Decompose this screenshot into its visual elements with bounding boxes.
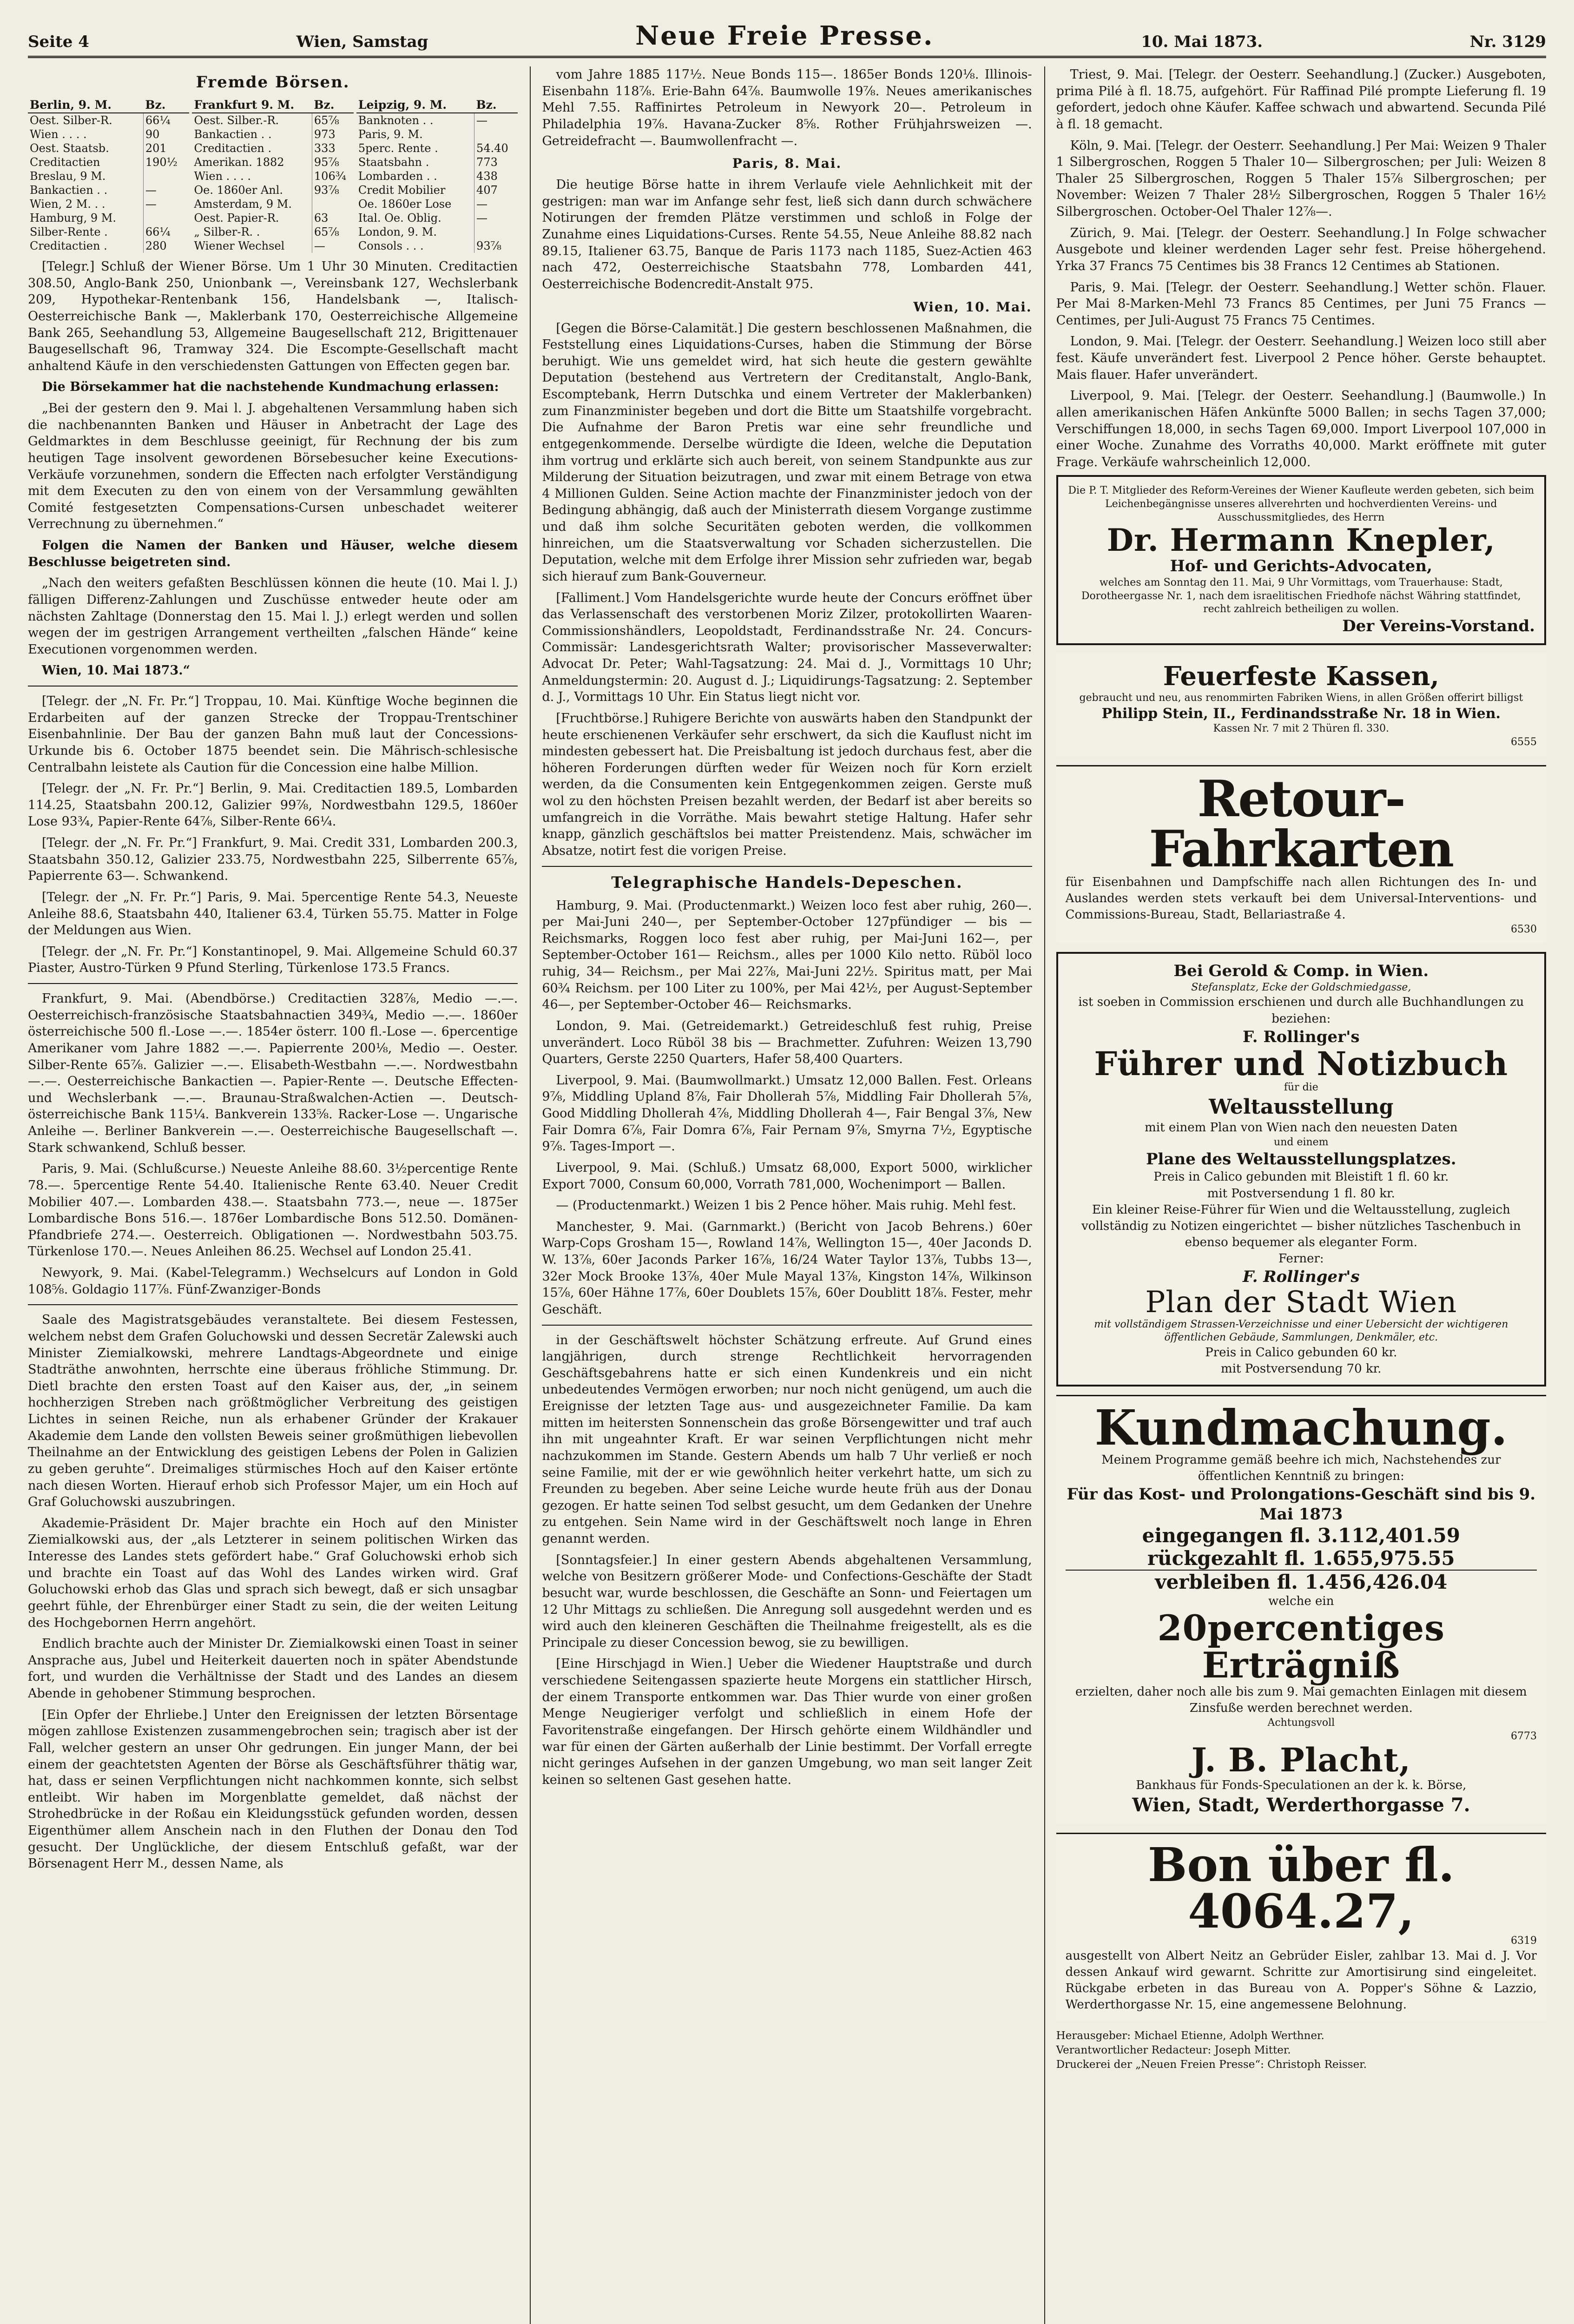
ad-code: 6319 <box>1510 1934 1537 1947</box>
ad-plan-desc: mit vollständigem Strassen-Verzeichnisse und einer Uebersicht der wichtigeren öffentlichen Gebäude, Sammlungen, Denkmäler, etc. <box>1094 1318 1508 1344</box>
ad-firm: Philipp Stein, II., Ferdinandsstraße Nr. 18 in Wien. <box>1101 705 1501 722</box>
ad-plan-title: Plan der Stadt Wien <box>1145 1285 1457 1320</box>
quote-cell: Wien . . . . <box>28 127 143 141</box>
quote-cell: Wiener Wechsel <box>192 239 312 253</box>
ad-addr: Stefansplatz, Ecke der Goldschmiedgasse, <box>1191 981 1411 993</box>
quote-cell: Ital. Oe. Oblig. <box>356 211 474 225</box>
masthead <box>28 19 1546 58</box>
ad-firm: Bei Gerold & Comp. in Wien. <box>1173 962 1429 981</box>
article-paragraph: [Telegr. der „N. Fr. Pr.“] Frankfurt, 9. Mai. Credit 331, Lombarden 200.3, Staatsbahn 350.12, Galizier 233.75, Nordwestbahn 225, Silberrente 65⅞, Papierrente 63—. Schwankend. <box>28 836 518 884</box>
quote-row <box>28 113 189 127</box>
quote-cell: Wien . . . . <box>192 169 312 183</box>
quote-head: Bz. <box>312 97 353 113</box>
quote-cell: 95⅞ <box>314 156 339 169</box>
ad-text: gebraucht und neu, aus renommirten Fabriken Wiens, in allen Größen offerirt billigst <box>1079 692 1523 704</box>
quote-cell: 65⅞ <box>314 114 339 127</box>
article-paragraph: Folgen die Namen der Banken und Häuser, welche diesem Beschlusse beigetreten sind. <box>28 538 518 569</box>
quote-row <box>192 225 353 239</box>
quote-cell: 93⅞ <box>314 184 339 197</box>
ad-author: F. Rollinger's <box>1242 1268 1360 1287</box>
ad-title: Bon über fl. 4064.27, <box>1147 1837 1455 1939</box>
quote-row <box>356 127 518 141</box>
quote-cell: Creditactien . <box>28 239 143 253</box>
quote-cell: 66¼ <box>145 225 171 238</box>
article-paragraph: London, 9. Mai. [Telegr. der Oesterr. Seehandlung.] Weizen loco still aber fest. Käufe unverändert fest. Liverpool 2 Pence höher. Gerste behauptet. Mais flauer. Hafer unverändert. <box>1056 334 1546 382</box>
quote-cell: Creditactien . <box>192 141 312 155</box>
article-paragraph: [Telegr. der „N. Fr. Pr.“] Berlin, 9. Mai. Creditactien 189.5, Lombarden 114.25, Staatsbahn 200.12, Galizier 99⅞, Nordwestbahn 129.5, 1860er Lose 93¾, Papier-Rente 64⅞, Silber-Rente 66¼. <box>28 781 518 829</box>
quote-cell: 190½ <box>145 156 178 169</box>
article-paragraph: [Fruchtbörse.] Ruhigere Berichte von auswärts haben den Standpunkt der heute erschienenen Verkäufer sehr erschwert, da sich die Kauflust nicht im mindesten gebessert hat. Die Preisbaltung ist jedoch durchaus fest, aber die höheren Forderungen dürften weder für Weizen noch für Korn erzielt werden, da die Consumenten kein Entgegenkommen zeigen. Gerste muß wol zu den höchsten Preisen bezahlt werden, der Bedarf ist aber bereits so umfangreich in die Vorräthe. Mais bewahrt stetige Haltung. Hafer sehr knapp, gänzlich geschäftslos bei matter Preistendenz. Mais, schwächer im Absatze, notirt fest die vorigen Preise. <box>542 711 1032 858</box>
quote-table-3 <box>356 97 518 253</box>
divider <box>28 983 518 984</box>
quote-cell: Staatsbahn . <box>356 155 474 169</box>
newspaper-page <box>28 19 1546 2324</box>
ad-text: ausgestellt von Albert Neitz an Gebrüder Eisler, zahlbar 13. Mai d. J. Vor dessen Ankauf wird gewarnt. Schritte zur Amortisirung sind eingeleitet. Rückgabe erbeten in das Bureau von A. Popper's Söhne & Lazzio, Werderthorgasse Nr. 15, eine angemessene Belohnung. <box>1065 1948 1537 2012</box>
article-paragraph: Paris, 9. Mai. (Schlußcurse.) Neueste Anleihe 88.60. 3½percentige Rente 78.—. 5percentige Rente 54.40. Italienische Rente 63.40. Neuer Credit Mobilier 407.—. Lombarden 438.—. Staatsbahn 773.—, neue —. 1875er Lombardische Bons 516.—. 1876er Lombardische Bons 512.50. Domänen-Pfandbriefe 274.—. Oesterreich. Obligationen —. Nordwestbahn 503.75. Türkenlose 170.—. Neues Anleihen 86.25. Wechsel auf London 25.41. <box>28 1162 518 1259</box>
ad-for: für die <box>1284 1081 1318 1093</box>
quote-row <box>192 197 353 211</box>
article-paragraph: Zürich, 9. Mai. [Telegr. der Oesterr. Seehandlung.] In Folge schwacher Ausgebote und kleiner werdenden Lager sehr fest. Preise höhergehend. Yrka 37 Francs 75 Centimes bis 38 Francs 12 Centimes ab Stationen. <box>1056 225 1546 273</box>
section-heading-depeschen: Telegraphische Handels-Depeschen. <box>611 873 963 892</box>
quote-cell <box>143 169 189 183</box>
quote-cell: 66¼ <box>145 114 171 127</box>
issue-number: Nr. 3129 <box>1469 33 1546 51</box>
ad-amount: rückgezahlt fl. 1.655,975.55 <box>1147 1547 1455 1570</box>
quote-row <box>192 141 353 155</box>
quote-head: Leipzig, 9. M. <box>356 97 474 113</box>
imprint-line: Verantwortlicher Redacteur: Joseph Mitter. <box>1056 2044 1291 2056</box>
quote-row <box>192 239 353 253</box>
article-paragraph: [Sonntagsfeier.] In einer gestern Abends abgehaltenen Versammlung, welche von Besitzern größerer Mode- und Confections-Geschäfte der Stadt besucht war, wurde beschlossen, die Geschäfte an Sonn- und Feiertagen um 12 Uhr Mittags zu schließen. Die Anregung soll ausgedehnt werden und es wird auch den kleineren Geschäften die Theilnahme freigestellt, als es die Principale zu dieser Concession bewog, sie zu bewilligen. <box>542 1552 1032 1650</box>
ad-expo: Weltausstellung <box>1209 1095 1394 1119</box>
ad-author: F. Rollinger's <box>1242 1027 1360 1046</box>
quote-cell: Paris, 9. M. <box>356 127 474 141</box>
quote-cell: 407 <box>476 184 498 197</box>
quote-cell: Amsterdam, 9 M. <box>192 197 312 211</box>
ad-role: Hof- und Gerichts-Advocaten, <box>1170 557 1432 576</box>
ad-for: Für das Kost- und Prolongations-Geschäft sind bis 9. Mai 1873 <box>1067 1485 1536 1524</box>
quote-cell: Oest. Silber-R. <box>28 113 143 127</box>
quote-row <box>192 155 353 169</box>
quote-cell: Oest. Staatsb. <box>28 141 143 155</box>
place-date: Wien, Samstag <box>296 33 428 51</box>
imprint <box>1056 2029 1546 2072</box>
quote-row <box>28 197 189 211</box>
ad-kundmachung <box>1056 1395 1546 1824</box>
ad-note: Kassen Nr. 7 mit 2 Thüren fl. 330. <box>1213 723 1390 735</box>
ad-retour <box>1056 765 1546 944</box>
quote-row <box>356 225 518 239</box>
quote-cell: Oest. Papier-R. <box>192 211 312 225</box>
quote-row <box>28 155 189 169</box>
quote-row <box>192 183 353 197</box>
quote-cell: Credit Mobilier <box>356 183 474 197</box>
quote-cell: Amerikan. 1882 <box>192 155 312 169</box>
ad-ferner: Ferner: <box>1278 1251 1324 1266</box>
quote-row <box>356 155 518 169</box>
ad-text2: erzielten, daher noch alle bis zum 9. Mai gemachten Einlagen mit diesem Zinsfuße werden berechnet werden. <box>1075 1684 1527 1716</box>
quote-head: Bz. <box>143 97 189 113</box>
quote-cell: Oest. Silber.-R. <box>192 113 312 127</box>
quote-cell: 280 <box>145 239 167 252</box>
article-paragraph: Newyork, 9. Mai. (Kabel-Telegramm.) Wechselcurs auf London in Gold 108⅝. Goldagio 117⅞. Fünf-Zwanziger-Bonds <box>28 1266 518 1297</box>
article-paragraph: [Eine Hirschjagd in Wien.] Ueber die Wiedener Hauptstraße und durch verschiedene Seitengassen spazierte heute Morgens ein stattlicher Hirsch, der einem Transporte entkommen war. Das Thier wurde von einer großen Menge Neugieriger verfolgt und schließlich in einem Hofe der Favoritenstraße eingefangen. Der Hirsch gehörte einem Wildhändler und war für einen der Gärten außerhalb der Linie bestimmt. Der Vorfall erregte nicht geringes Aufsehen in der ganzen Umgebung, wo man seit langer Zeit keinen so seltenen Gast gesehen hatte. <box>542 1657 1032 1787</box>
ad-small-text: Ein kleiner Reise-Führer für Wien und die Weltausstellung, zugleich vollständig zu Notizen eingerichtet — bisher nützliches Taschenbuch in ebenso bequemer als eleganter Form. <box>1081 1202 1521 1249</box>
quote-row <box>192 127 353 141</box>
columns <box>28 66 1546 2324</box>
quote-cell <box>474 127 518 141</box>
divider <box>28 686 518 687</box>
quote-cell: — <box>476 114 488 127</box>
quote-row <box>28 183 189 197</box>
ad-code: 6555 <box>1510 736 1537 748</box>
ad-intro: ist soeben in Commission erschienen und durch alle Buchhandlungen zu beziehen: <box>1078 995 1524 1026</box>
ad-name: Dr. Hermann Knepler, <box>1106 522 1495 559</box>
quote-row <box>192 211 353 225</box>
quote-row <box>192 113 353 127</box>
ad-yield: 20percentiges Erträgniß <box>1157 1607 1445 1686</box>
quote-tables <box>28 97 518 258</box>
ad-price: Preis in Calico gebunden mit Bleistift 1 fl. 60 kr. <box>1153 1170 1449 1184</box>
quote-row <box>356 141 518 155</box>
ad-amount: eingegangen fl. 3.112,401.59 <box>1142 1524 1460 1547</box>
ad-firm-desc: Bankhaus für Fonds-Speculationen an der k. k. Börse, <box>1136 1778 1467 1792</box>
quote-row <box>28 239 189 253</box>
article-paragraph: Frankfurt, 9. Mai. (Abendbörse.) Creditactien 328⅞, Medio —.—. Oesterreichisch-französische Staatsbahnactien 349¾, Medio —.—. 1860er österreichische 500 fl.-Lose —.—. 1854er österr. 100 fl.-Lose —. 6percentige Amerikaner vom Jahre 1882 —.—. Papierrente 200⅛, Medio —. Oester. Silber-Rente 65⅞. Galizier —.—. Elisabeth-Westbahn —.—. Nordwestbahn —.—. Oesterreichische Bankactien —. Papier-Rente —. Deutsche Effecten- und Wechslerbank —.—. Braunau-Straßwalchen-Actien —. Deutsch-österreichische Bank 115¼. Bankverein 133⅝. Racker-Lose —. Ungarische Anleihe —. Berliner Bankverein —.—. Oesterreichische Baugesellschaft —. Stark schwankend, Schluß besser. <box>28 991 518 1155</box>
newspaper-title: Neue Freie Presse. <box>635 20 934 51</box>
quote-cell: 5perc. Rente . <box>356 141 474 155</box>
quote-cell: 438 <box>476 170 498 183</box>
article-paragraph: — (Productenmarkt.) Weizen 1 bis 2 Pence höher. Mais ruhig. Mehl fest. <box>556 1198 1016 1213</box>
quote-row <box>28 225 189 239</box>
quote-cell: Consols . . . <box>356 239 474 253</box>
quote-cell: Banknoten . . <box>356 113 474 127</box>
ad-firm: J. B. Placht, <box>1191 1741 1411 1780</box>
quote-cell: — <box>476 211 488 224</box>
quote-cell: Lombarden . . <box>356 169 474 183</box>
article-paragraph: Akademie-Präsident Dr. Majer brachte ein Hoch auf den Minister Ziemialkowski aus, der „als Letzterer in seinem politischen Wirken das Interesse des Landes stets gefördert habe.“ Graf Goluchowski erhob sich und brachte ein Toast auf das Wohl des Landes wirken wird. Graf Goluchowski erhob das Glas und sprach sich bewegt, daß er sich unsagbar geehrt fühle, der Ehrenbürger einer Stadt zu sein, die der weiten Leitung des Hochgebornen Herrn angehört. <box>28 1516 518 1630</box>
ad-and: und einem <box>1274 1136 1329 1149</box>
quote-row <box>28 141 189 155</box>
ad-details: welches am Sonntag den 11. Mai, 9 Uhr Vormittags, vom Trauerhause: Stadt, Dorotheergasse Nr. 1, nach dem israelitischen Friedhofe nächst Währing stattfindet, recht zahlreich betheiligen zu wollen. <box>1081 576 1521 615</box>
quote-cell: „ Silber-R. . <box>192 225 312 239</box>
ad-price: mit Postversendung 1 fl. 80 kr. <box>1207 1186 1395 1201</box>
article-paragraph: „Bei der gestern den 9. Mai l. J. abgehaltenen Versammlung haben sich die nachbenannten Banken und Häuser in Anbetracht der Lage des Geldmarktes in dem Beschlusse geeinigt, für Rechnung der bis zum heutigen Tage insolvent gewordenen Börsebesucher keine Executions-Verkäufe vorzunehmen, sondern die Effecten nach erfolgter Verständigung mit dem Executen zu den von einem von der Versammlung gewählten Comité festgesetzten Compensations-Cursen unbeschadet weiterer Verrechnung zu übernehmen.“ <box>28 401 518 532</box>
article-paragraph: Hamburg, 9. Mai. (Productenmarkt.) Weizen loco fest aber ruhig, 260—. per Mai-Juni 240—, per September-October 127pfündiger — bis — Reichsmarks, Roggen loco fest aber ruhig, per Mai-Juni 162—, per September-October 161— Reichsm., alles per 1000 Kilo netto. Rüböl loco ruhig, 34— Reichsm., per Mai 22⅞, Mai-Juni 22½. Spiritus matt, per Mai 60¾ Reichsm. per 100 Liter zu 100%, per Mai 42½, per August-September 46—, per September-October 46— Reichsmarks. <box>542 898 1032 1012</box>
ad-text: Meinem Programme gemäß beehre ich mich, Nachstehendes zur öffentlichen Kenntniß zu bringen: <box>1101 1453 1501 1484</box>
ad-amount: verbleiben fl. 1.456,426.04 <box>1066 1570 1537 1593</box>
ad-code: 6530 <box>1510 923 1537 935</box>
ad-title: Kundmachung. <box>1094 1399 1508 1457</box>
imprint-line: Herausgeber: Michael Etienne, Adolph Werthner. <box>1056 2029 1324 2042</box>
quote-head: Frankfurt 9. M. <box>192 97 312 113</box>
quote-cell <box>474 225 518 239</box>
quote-row <box>356 183 518 197</box>
quote-cell: 65⅞ <box>314 225 339 238</box>
article-paragraph: Die Börsekammer hat die nachstehende Kundmachung erlassen: <box>42 380 499 395</box>
divider <box>28 1304 518 1305</box>
article-paragraph: Köln, 9. Mai. [Telegr. der Oesterr. Seehandlung.] Per Mai: Weizen 9 Thaler 1 Silbergroschen, Roggen 5 Thaler 10— Silbergroschen; per Juli: Weizen 8 Thaler 25 Silbergroschen, Roggen 5 Thaler 15⅞ Silbergroschen; per November: Weizen 7 Thaler 28½ Silbergroschen, Roggen 5 Thaler 16½ Silbergroschen. October-Oel Thaler 12⅞—. <box>1056 138 1546 219</box>
quote-row <box>28 127 189 141</box>
quote-cell <box>143 211 189 225</box>
ad-knepler <box>1056 475 1546 645</box>
quote-cell: — <box>145 198 157 211</box>
column-1 <box>28 66 518 2324</box>
quote-cell: Creditactien <box>28 155 143 169</box>
quote-row <box>192 169 353 183</box>
section-heading-boersen: Fremde Börsen. <box>196 73 350 92</box>
quote-cell: Wien, 2 M. . . <box>28 197 143 211</box>
quote-cell: 973 <box>314 128 336 141</box>
ad-text: für Eisenbahnen und Dampfschiffe nach allen Richtungen des In- und Auslandes werden stets verkauft bei dem Universal-Interventions- und Commissions-Bureau, Stadt, Bellariastraße 4. <box>1065 875 1537 922</box>
quote-row <box>356 211 518 225</box>
article-paragraph: [Ein Opfer der Ehrliebe.] Unter den Ereignissen der letzten Börsentage mögen zahllose Existenzen zusammengebrochen sein; tragisch aber ist der Fall, welcher gestern an unser Ohr gedrungen. Ein junger Mann, der bei einem der geachtetsten Agenten der Börse als Geschäftsführer thätig war, hat, dass er seinen Verpflichtungen nicht nachkommen konnte, sich selbst entleibt. Wir haben im Morgenblatte gemeldet, daß nächst der Strohedbrücke in der Roßau ein Kleidungsstück gefunden worden, dessen Eigenthümer allem Anschein nach in den Fluthen der Donau den Tod gesucht. Der Unglückliche, der diesem Entschluß gefaßt, war der Börsenagent Herr M., dessen Name, als <box>28 1707 518 1871</box>
imprint-line: Druckerei der „Neuen Freien Presse“: Christoph Reisser. <box>1056 2058 1367 2071</box>
ad-price: Preis in Calico gebunden 60 kr. <box>1205 1345 1397 1360</box>
article-paragraph: [Telegr.] Schluß der Wiener Börse. Um 1 Uhr 30 Minuten. Creditactien 308.50, Anglo-Bank 250, Unionbank —, Vereinsbank 127, Wechslerbank 209, Hypothekar-Rentenbank 156, Handelsbank —, Italisch-Oesterreichische Bank —, Maklerbank 170, Oesterreichische Allgemeine Bank 265, Seehandlung 53, Allgemeine Baugesellschaft 212, Brigittenauer Baugesellschaft 96, Tramway 324. Die Escompte-Gesellschaft macht anhaltend Käufe in den verschiedensten Gattungen von Effecten gegen bar. <box>28 259 518 373</box>
quote-cell: Oe. 1860er Lose <box>356 197 474 211</box>
article-paragraph: [Telegr. der „N. Fr. Pr.“] Paris, 9. Mai. 5percentige Rente 54.3, Neueste Anleihe 88.6, Staatsbahn 440, Italiener 63.4, Türken 55.75. Matter in Folge der Meldungen aus Wien. <box>28 890 518 938</box>
page-number: Seite 4 <box>28 33 89 51</box>
quote-row <box>356 197 518 211</box>
ad-greeting: Achtungsvoll <box>1267 1717 1335 1729</box>
article-paragraph: [Falliment.] Vom Handelsgerichte wurde heute der Concurs eröffnet über das Verlassenschaft des verstorbenen Moriz Zilzer, protokollirten Waaren-Commissionshändlers, Leopoldstadt, Ferdinandsstraße Nr. 24. Concurs-Commissär: Landesgerichtsrath Walter; provisorischer Masseverwalter: Advocat Dr. Peter; Wahl-Tagsatzung: 24. Mai d. J., Vormittags 10 Uhr; Anmeldungstermin: 20. August d. J.; Liquidirungs-Tagsatzung: 2. September d. J., Vormittags 10 Uhr. Ein Status liegt nicht vor. <box>542 590 1032 705</box>
quote-cell: 201 <box>145 142 167 155</box>
ad-price: mit Postversendung 70 kr. <box>1221 1361 1382 1376</box>
quote-table-1 <box>28 97 189 253</box>
ad-firm-addr: Wien, Stadt, Werderthorgasse 7. <box>1132 1794 1470 1816</box>
quote-cell: — <box>145 184 157 197</box>
article-paragraph: [Telegr. der „N. Fr. Pr.“] Troppau, 10. Mai. Künftige Woche beginnen die Erdarbeiten auf der ganzen Strecke der Troppau-Trentschiner Eisenbahnlinie. Der Bau der ganzen Bahn muß laut der Concessions-Urkunde bis 6. October 1875 beendet sein. Die Mährisch-schlesische Centralbahn leistete als Caution für die Concession eine halbe Million. <box>28 694 518 775</box>
quote-row <box>28 169 189 183</box>
article-paragraph: „Nach den weiters gefaßten Beschlüssen können die heute (10. Mai l. J.) fälligen Differenz-Zahlungen und Zuschüsse entweder heute oder am nächsten Zahltage (Donnerstag den 15. Mai l. J.) erlegt werden und sollen wegen der im gestrigen Arrangement vertheilten „falschen Hände“ keine Executionen vorgenommen werden. <box>28 576 518 657</box>
dateline: Paris, 8. Mai. <box>732 156 842 172</box>
ad-plan: mit einem Plan von Wien nach den neuesten Daten <box>1145 1121 1458 1135</box>
dateline: Wien, 10. Mai. <box>913 299 1032 315</box>
quote-cell: — <box>476 198 488 211</box>
article-paragraph: [Telegr. der „N. Fr. Pr.“] Konstantinopel, 9. Mai. Allgemeine Schuld 60.37 Piaster, Austro-Türken 9 Pfund Sterling, Türkenlose 173.5 Francs. <box>28 944 518 976</box>
ad-title: Feuerfeste Kassen, <box>1163 661 1439 692</box>
article-paragraph: Liverpool, 9. Mai. [Telegr. der Oesterr. Seehandlung.] (Baumwolle.) In allen amerikanischen Häfen Ankünfte 5000 Ballen; in sechs Tagen 37,000; Verschiffungen 18,000, in sechs Tagen 69,000. Import Liverpool 107,000 in einer Woche. Zunahme des Vorraths 40,000. Markt eröffnete mit guter Frage. Verkäufe wahrscheinlich 12,000. <box>1056 389 1546 469</box>
ad-gerold <box>1056 952 1546 1386</box>
ad-book-title: Führer und Notizbuch <box>1094 1044 1508 1083</box>
quote-head: Berlin, 9. M. <box>28 97 143 113</box>
quote-cell: 333 <box>314 142 336 155</box>
quote-row <box>356 169 518 183</box>
quote-cell: 63 <box>314 211 329 224</box>
quote-cell: 773 <box>476 156 498 169</box>
ad-title: Retour-Fahrkarten <box>1149 769 1454 878</box>
quote-cell: Hamburg, 9 M. <box>28 211 143 225</box>
article-paragraph: in der Geschäftswelt höchster Schätzung erfreute. Auf Grund eines langjährigen, durch strenge Rechtlichkeit hervorragenden Geschäftsgebahrens hatte er sich einen Kundenkreis und ein nicht unbedeutendes Vermögen erworben; nur noch nicht genügend, um auch die Ereignisse der letzten Tage aus- und ausgezeichneter Familie. Da kam mitten im heitersten Sonnenschein das große Börsengewitter und traf auch ihn mit ungeahnter Kraft. Er war seinen Verpflichtungen nicht mehr nachzukommen im Stande. Gestern Abends um halb 7 Uhr verließ er noch seine Familie, mit der er wie gewöhnlich heiter verkehrt hatte, um sich zu Freunden zu begeben. Aber seine Leiche wurde heute früh aus der Donau gezogen. Er hatte seinen Tod selbst gesucht, um dem Gedanken der Unehre zu entgehen. Sein Name wird in der Geschäftswelt noch lange in Ehren genannt werden. <box>542 1333 1032 1546</box>
quote-cell: Oe. 1860er Anl. <box>192 183 312 197</box>
ad-kassen <box>1056 654 1546 756</box>
ad-code: 6773 <box>1510 1730 1537 1742</box>
quote-cell: Breslau, 9 M. <box>28 169 143 183</box>
ad-plan2: Plane des Weltausstellungsplatzes. <box>1146 1149 1456 1169</box>
quote-head: Bz. <box>474 97 518 113</box>
quote-cell <box>312 197 353 211</box>
divider <box>542 1325 1032 1326</box>
article-paragraph: Endlich brachte auch der Minister Dr. Ziemialkowski einen Toast in seiner Ansprache aus, Jubel und Heiterkeit dauerten noch in später Abendstunde fort, und wurden die Verhältnisse der Stadt und des Landes an diesem Abende in gehobener Stimmung besprochen. <box>28 1637 518 1701</box>
article-paragraph: Saale des Magistratsgebäudes veranstaltete. Bei diesem Festessen, welchem nebst dem Grafen Goluchowski und dessen Secretär Zalewski auch Minister Ziemialkowski, mehrere Landtags-Abgeordnete und einige Stadträthe anwohnten, herrschte eine überaus fröhliche Stimmung. Dr. Dietl brachte den ersten Toast auf den Kaiser aus, der, „in seinem hochherzigen Streben nach größtmöglicher Verbreitung des geistigen Lichtes in seinen Reiche, nun als erhabener Gründer der Krakauer Akademie dem Lande den vollsten Beweis seiner großmüthigen liebevollen Theilnahme an der Entwicklung des geistigen Lebens der Polen in Galizien zu geben geruhte“. Dreimaliges stürmisches Hoch auf den Kaiser ertönte nach diesen Worten. Hierauf erhob sich Professor Majer, um ein Hoch auf Graf Goluchowski auszubringen. <box>28 1313 518 1510</box>
quote-cell: London, 9. M. <box>356 225 474 239</box>
quote-cell: 93⅞ <box>476 239 501 252</box>
quote-cell: — <box>314 239 325 252</box>
ad-bon <box>1056 1833 1546 2020</box>
quote-row <box>28 211 189 225</box>
article-paragraph: Manchester, 9. Mai. (Garnmarkt.) (Bericht von Jacob Behrens.) 60er Warp-Cops Grosham 15—, Rowland 14⅞, Wellington 15—, 40er Jaconds D. W. 13⅞, 60er Jaconds Parker 16⅞, 16/24 Water Taylor 13⅞, Tubbs 13—, 32er Mock Brooke 13⅞, 40er Mule Mayal 13⅞, Kingston 14⅞, Wilkinson 15⅞, 60er Hähne 17⅞, 60er Doublets 15⅞, 60er Doublitt 18⅞. Fester, mehr Geschäft. <box>542 1219 1032 1317</box>
article-paragraph: Paris, 9. Mai. [Telegr. der Oesterr. Seehandlung.] Wetter schön. Flauer. Per Mai 8-Marken-Mehl 73 Francs 85 Centimes, per Juni 75 Francs — Centimes, per Juli-August 75 Francs 75 Centimes. <box>1056 280 1546 328</box>
column-3 <box>1044 66 1546 2324</box>
article-paragraph: Triest, 9. Mai. [Telegr. der Oesterr. Seehandlung.] (Zucker.) Ausgeboten, prima Pilé à fl. 18.75, aufgehört. Für Raffinad Pilé prompte Lieferung fl. 19 gefordert, jedoch ohne Käufer. Kaffee schwach und abwartend. Secunda Pilé à fl. 18 gemacht. <box>1056 67 1546 132</box>
article-paragraph: Wien, 10. Mai 1873.“ <box>42 663 191 678</box>
quote-row <box>356 113 518 127</box>
article-paragraph: vom Jahre 1885 117½. Neue Bonds 115—. 1865er Bonds 120⅛. Illinois-Eisenbahn 118⅞. Erie-Bahn 64⅞. Baumwolle 19⅞. Neues amerikanisches Mehl 7.55. Raffinirtes Petroleum in Newyork 20—. Petroleum in Philadelphia 19⅞. Havana-Zucker 8⅝. Rother Frühjahrsweizen —. Getreidefracht —. Baumwollenfracht —. <box>542 67 1032 148</box>
ad-intro: Die P. T. Mitglieder des Reform-Vereines der Wiener Kaufleute werden gebeten, sich beim Leichenbegängnisse unseres allverehrten und hochverdienten Vereins- und Ausschussmitgliedes, des Herrn <box>1068 485 1534 523</box>
article-paragraph: [Gegen die Börse-Calamität.] Die gestern beschlossenen Maßnahmen, die Feststellung eines Liquidations-Curses, haben die Stimmung der Börse beruhigt. Wie uns gemeldet wird, hat sich heute die gestern gewählte Deputation (bestehend aus Vertretern der Creditanstalt, Anglo-Bank, Escomptebank, Herrn Dutschka und einem Vertreter der Maklerbanken) zum Finanzminister begeben und dort die Bitte um Staatshilfe vorgebracht. Die Aufnahme der Baron Pretis war eine sehr freundliche und entgegenkommende. Derselbe würdigte die Ideen, welche die Deputation ihm vortrug und erklärte sich auch bereit, von seinem Standpunkte aus zur Milderung der Situation beizutragen, und zwar mit einem Betrage von etwa 4 Millionen Gulden. Seine Action machte der Finanzminister jedoch von der Bedingung abhängig, daß auch der Ministerrath diesem Vorgange zustimme und daß ihm solche Securitäten geboten werden, die vollkommen hinreichen, um die Staatsverwaltung vor Schaden sicherzustellen. Die Deputation, welche mit dem Erfolge ihrer Mission sehr zufrieden war, begab sich hierauf zum Bank-Gouverneur. <box>542 321 1032 584</box>
quote-cell: 54.40 <box>476 142 508 155</box>
divider <box>542 866 1032 867</box>
article-paragraph: Liverpool, 9. Mai. (Schluß.) Umsatz 68,000, Export 5000, wirklicher Export 7000, Consum 60,000, Vorrath 781,000, Wochenimport — Ballen. <box>542 1160 1032 1192</box>
article-paragraph: Liverpool, 9. Mai. (Baumwollmarkt.) Umsatz 12,000 Ballen. Fest. Orleans 9⅞, Middling Upland 8⅞, Fair Dhollerah 5⅞, Middling Fair Dhollerah 5⅞, Good Middling Dhollerah 4⅞, Middling Dhollerah 4—, Fair Bengal 3⅞, New Fair Domra 6⅞, Fair Domra 6⅞, Fair Pernam 9⅞, Smyrna 7½, Egyptische 9⅞. Tages-Import —. <box>542 1073 1032 1154</box>
article-paragraph: Die heutige Börse hatte in ihrem Verlaufe viele Aehnlichkeit mit der gestrigen: man war im Anfange sehr fest, ließ sich dann durch schwächere Notirungen der fremden Plätze verstimmen und schloß in Folge der Zunahme eines Liquidations-Curses. Rente 54.55, Neue Anleihe 88.82 nach 89.15, Italiener 63.75, Banque de Paris 1173 nach 1185, Suez-Actien 463 nach 472, Oesterreichische Staatsbahn 778, Lombarden 441, Oesterreichische Bodencredit-Anstalt 975. <box>542 178 1032 291</box>
issue-date: 10. Mai 1873. <box>1141 33 1263 51</box>
quote-row <box>356 239 518 253</box>
quote-table-2 <box>192 97 353 253</box>
column-2 <box>530 66 1032 2324</box>
ad-which: welche ein <box>1268 1594 1334 1609</box>
article-paragraph: London, 9. Mai. (Getreidemarkt.) Getreideschluß fest ruhig, Preise unverändert. Loco Rüböl 38 bis — Brachmetter. Zufuhren: Weizen 13,790 Quarters, Gerste 2250 Quarters, Hafer 58,400 Quarters. <box>542 1018 1032 1067</box>
ad-sign: Der Vereins-Vorstand. <box>1342 616 1535 635</box>
quote-cell: Bankactien . . <box>192 127 312 141</box>
quote-cell: 90 <box>145 128 160 141</box>
quote-cell: 106¾ <box>314 170 346 183</box>
quote-cell: Bankactien . . <box>28 183 143 197</box>
quote-cell: Silber-Rente . <box>28 225 143 239</box>
